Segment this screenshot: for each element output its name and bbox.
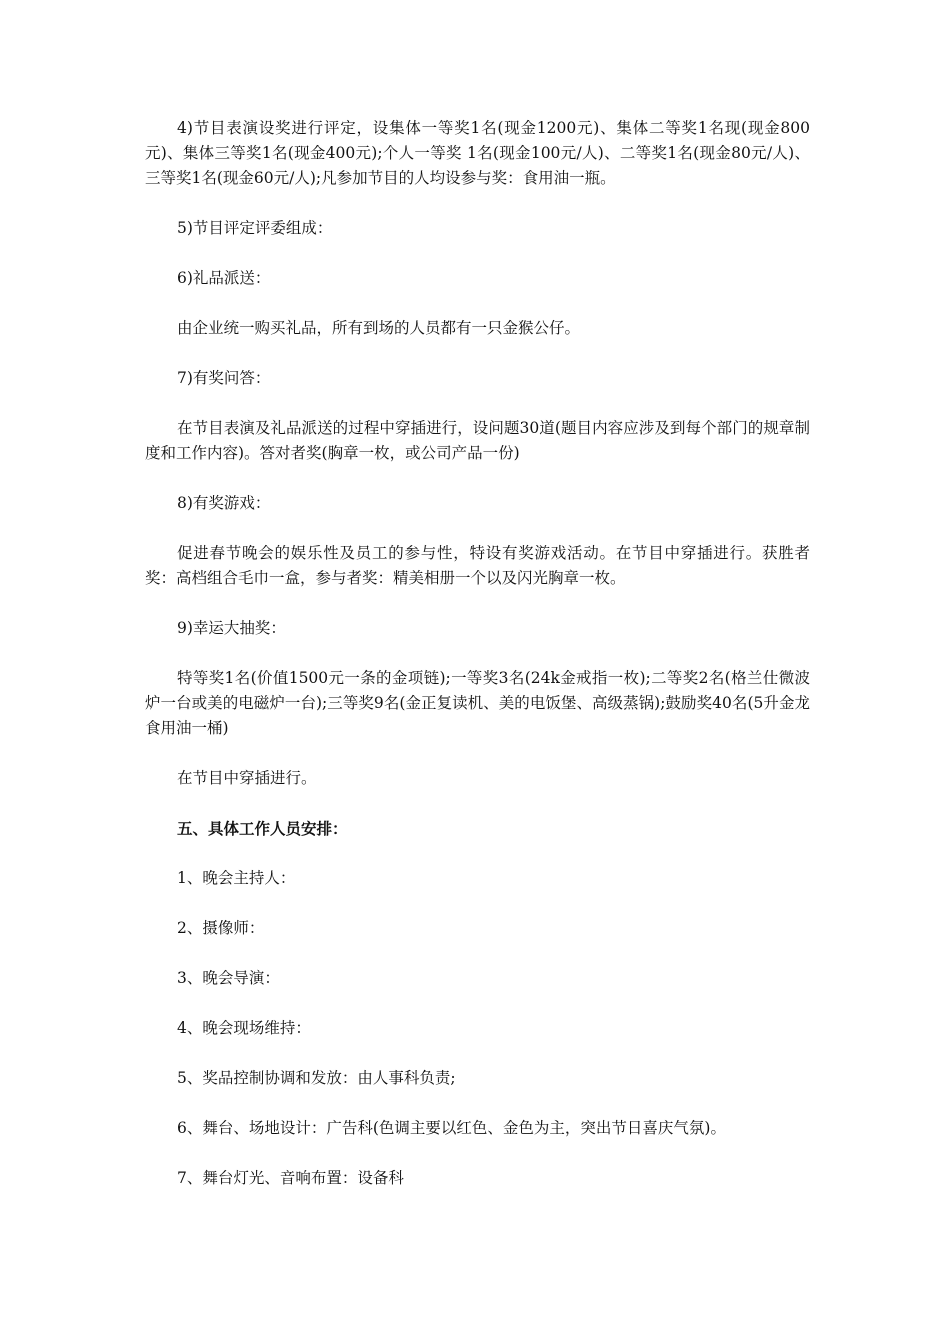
- game-item: 8)有奖游戏：: [177, 494, 271, 512]
- gift-delivery-paragraph: 由企业统一购买礼品，所有到场的人员都有一只金猴公仔。: [177, 319, 581, 337]
- document-page: [145, 116, 810, 1216]
- staff-item-stage-design: 6、舞台、场地设计：广告科(色调主要以红色、金色为主，突出节日喜庆气氛)。: [177, 1119, 726, 1137]
- quiz-paragraph: 在节目表演及礼品派送的过程中穿插进行，设问题30道(题目内容应涉及到每个部门的规章制度和工作内容)。答对者奖(胸章一枚，或公司产品一份): [145, 419, 810, 462]
- award-evaluation-paragraph: 4)节目表演设奖进行评定，设集体一等奖1名(现金1200元)、集体二等奖1名现(现金800元)、集体三等奖1名(现金400元);个人一等奖 1名(现金100元/人)、二等奖1名(现金80元/人)、三等奖1名(现金60元/人);凡参加节目的人均设参与奖：食用油一瓶。: [145, 119, 810, 187]
- staff-item-director: 3、晚会导演：: [177, 969, 280, 987]
- section-five-heading: 五、具体工作人员安排：: [177, 819, 348, 838]
- staff-item-camera: 2、摄像师：: [177, 919, 265, 937]
- gift-delivery-item: 6)礼品派送：: [177, 269, 271, 287]
- judges-composition-item: 5)节目评定评委组成：: [177, 219, 333, 237]
- staff-item-lighting-sound: 7、舞台灯光、音响布置：设备科: [177, 1169, 404, 1187]
- lucky-draw-note: 在节目中穿插进行。: [177, 769, 317, 787]
- staff-item-site-order: 4、晚会现场维持：: [177, 1019, 311, 1037]
- game-paragraph: 促进春节晚会的娱乐性及员工的参与性，特设有奖游戏活动。在节目中穿插进行。获胜者奖：高档组合毛巾一盒，参与者奖：精美相册一个以及闪光胸章一枚。: [145, 544, 810, 587]
- lucky-draw-paragraph: 特等奖1名(价值1500元一条的金项链);一等奖3名(24k金戒指一枚);二等奖2名(格兰仕微波炉一台或美的电磁炉一台);三等奖9名(金正复读机、美的电饭堡、高级蒸锅);鼓励奖40名(5升金龙食用油一桶): [145, 669, 810, 737]
- staff-item-prizes: 5、奖品控制协调和发放：由人事科负责;: [177, 1069, 456, 1087]
- staff-item-host: 1、晚会主持人：: [177, 869, 296, 887]
- quiz-item: 7)有奖问答：: [177, 369, 271, 387]
- lucky-draw-item: 9)幸运大抽奖：: [177, 619, 286, 637]
